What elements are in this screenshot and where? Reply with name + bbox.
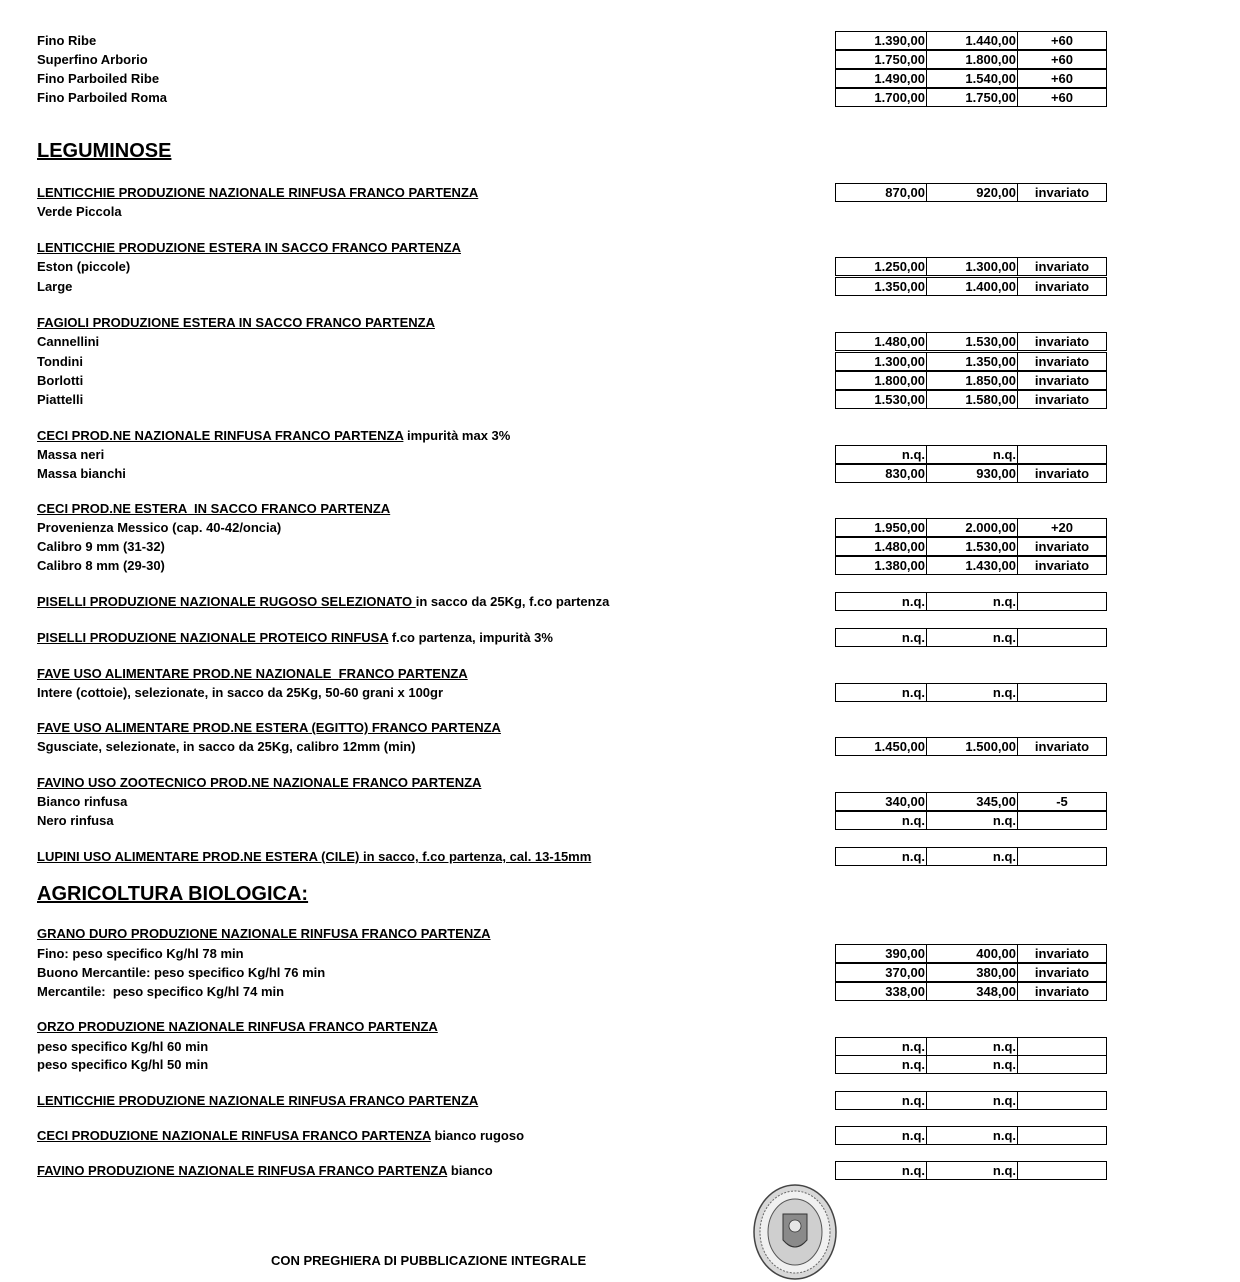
- price-max: n.q.: [927, 812, 1018, 829]
- price-max: 2.000,00: [927, 519, 1018, 536]
- price-cells: [835, 1091, 1107, 1110]
- product-label: Massa bianchi: [37, 466, 126, 481]
- price-max: 1.350,00: [927, 353, 1018, 370]
- price-cells: [835, 592, 1107, 611]
- price-row: [0, 982, 1240, 1001]
- product-label: Large: [37, 279, 73, 294]
- price-variation: [1018, 1162, 1106, 1179]
- price-row: [0, 1037, 1240, 1056]
- price-min: 1.480,00: [836, 538, 927, 555]
- price-row: [0, 1126, 1240, 1145]
- product-label: Superfino Arborio: [37, 52, 148, 67]
- heading-row: [0, 664, 1240, 683]
- price-min: n.q.: [836, 1038, 927, 1055]
- price-row: [0, 1161, 1240, 1180]
- product-label: Nero rinfusa: [37, 813, 114, 828]
- price-variation: invariato: [1034, 739, 1090, 754]
- price-cells: [835, 847, 1107, 866]
- price-max: 380,00: [927, 964, 1018, 981]
- price-row: [0, 963, 1240, 982]
- price-min: 1.700,00: [836, 89, 927, 106]
- price-min: n.q.: [836, 1162, 927, 1179]
- price-max: 1.440,00: [927, 32, 1018, 49]
- price-min: n.q.: [836, 1127, 927, 1144]
- price-variation: +60: [1050, 71, 1074, 86]
- price-cells: [835, 371, 1107, 390]
- product-label: Fino Parboiled Roma: [37, 90, 168, 105]
- product-label: Provenienza Messico (cap. 40-42/oncia): [37, 520, 282, 535]
- price-min: 338,00: [836, 983, 927, 1000]
- price-cells: [835, 982, 1107, 1001]
- official-seal-icon: [753, 1184, 837, 1280]
- product-label: Fino: peso specifico Kg/hl 78 min: [37, 946, 244, 961]
- price-row: [0, 811, 1240, 830]
- price-max: n.q.: [927, 684, 1018, 701]
- price-min: 390,00: [836, 945, 927, 962]
- heading-row: [0, 238, 1240, 257]
- price-cells: [835, 737, 1107, 756]
- price-variation: +60: [1050, 52, 1074, 67]
- price-variation: invariato: [1034, 279, 1090, 294]
- price-variation: invariato: [1034, 334, 1090, 349]
- price-cells: [835, 1037, 1107, 1056]
- price-variation: [1018, 1056, 1106, 1073]
- product-label: Borlotti: [37, 373, 84, 388]
- price-min: 370,00: [836, 964, 927, 981]
- category-note: f.co partenza, impurità 3%: [388, 630, 553, 645]
- category-heading: FAGIOLI PRODUZIONE ESTERA IN SACCO FRANCO PARTENZA: [37, 315, 435, 330]
- price-variation: [1018, 1127, 1106, 1144]
- price-row: [0, 737, 1240, 756]
- product-label: Mercantile: peso specifico Kg/hl 74 min: [37, 984, 285, 999]
- product-label: peso specifico Kg/hl 50 min: [37, 1057, 209, 1072]
- price-cells: [835, 963, 1107, 982]
- price-cells: [835, 277, 1107, 296]
- heading-row: [0, 426, 1240, 445]
- price-row: [0, 445, 1240, 464]
- price-min: 1.390,00: [836, 32, 927, 49]
- price-cells: [835, 352, 1107, 371]
- price-max: 930,00: [927, 465, 1018, 482]
- category-heading-line: [37, 628, 553, 647]
- price-max: 1.580,00: [927, 391, 1018, 408]
- price-max: 400,00: [927, 945, 1018, 962]
- price-row: [0, 628, 1240, 647]
- product-label: peso specifico Kg/hl 60 min: [37, 1039, 209, 1054]
- price-max: 1.800,00: [927, 51, 1018, 68]
- price-max: 1.530,00: [927, 538, 1018, 555]
- price-variation: invariato: [1034, 392, 1090, 407]
- price-max: 1.750,00: [927, 89, 1018, 106]
- price-variation: invariato: [1034, 558, 1090, 573]
- price-variation: +60: [1050, 33, 1074, 48]
- price-min: n.q.: [836, 629, 927, 646]
- price-cells: [835, 183, 1107, 202]
- price-row: [0, 88, 1240, 107]
- category-heading: LENTICCHIE PRODUZIONE NAZIONALE RINFUSA FRANCO PARTENZA: [37, 185, 479, 200]
- heading-row: [0, 313, 1240, 332]
- price-cells: [835, 332, 1107, 351]
- price-max: 1.850,00: [927, 372, 1018, 389]
- product-label: Fino Ribe: [37, 33, 97, 48]
- price-row: [0, 332, 1240, 351]
- price-min: 1.480,00: [836, 333, 927, 350]
- price-max: 1.500,00: [927, 738, 1018, 755]
- category-heading: LENTICCHIE PRODUZIONE NAZIONALE RINFUSA FRANCO PARTENZA: [37, 1093, 479, 1108]
- heading-row: [0, 718, 1240, 737]
- product-label: Fino Parboiled Ribe: [37, 71, 160, 86]
- category-heading: FAVINO PRODUZIONE NAZIONALE RINFUSA FRANCO PARTENZA: [37, 1163, 448, 1178]
- price-cells: [835, 88, 1107, 107]
- price-min: 1.800,00: [836, 372, 927, 389]
- price-cells: [835, 1161, 1107, 1180]
- price-max: n.q.: [927, 1038, 1018, 1055]
- product-label: Eston (piccole): [37, 259, 131, 274]
- price-max: 920,00: [927, 184, 1018, 201]
- price-max: 1.540,00: [927, 70, 1018, 87]
- price-min: 1.250,00: [836, 258, 927, 275]
- category-heading-line: [37, 1161, 493, 1180]
- price-row: [0, 277, 1240, 296]
- product-label: Bianco rinfusa: [37, 794, 128, 809]
- price-min: 1.750,00: [836, 51, 927, 68]
- price-variation: invariato: [1034, 466, 1090, 481]
- price-cells: [835, 1055, 1107, 1074]
- price-variation: invariato: [1034, 965, 1090, 980]
- price-row: [0, 537, 1240, 556]
- price-max: n.q.: [927, 1056, 1018, 1073]
- price-row: [0, 556, 1240, 575]
- category-note: bianco: [447, 1163, 493, 1178]
- category-note: impurità max 3%: [403, 428, 511, 443]
- price-cells: [835, 811, 1107, 830]
- category-heading: FAVINO USO ZOOTECNICO PROD.NE NAZIONALE FRANCO PARTENZA: [37, 775, 482, 790]
- price-variation: [1018, 1038, 1106, 1055]
- price-row: [0, 371, 1240, 390]
- price-row: [0, 847, 1240, 866]
- price-max: 345,00: [927, 793, 1018, 810]
- price-max: n.q.: [927, 629, 1018, 646]
- price-min: n.q.: [836, 446, 927, 463]
- category-note: in sacco da 25Kg, f.co partenza: [415, 594, 610, 609]
- price-variation: -5: [1056, 794, 1068, 809]
- price-min: 1.950,00: [836, 519, 927, 536]
- category-heading: FAVE USO ALIMENTARE PROD.NE NAZIONALE FRANCO PARTENZA: [37, 666, 468, 681]
- heading-row: [0, 499, 1240, 518]
- product-label: Cannellini: [37, 334, 100, 349]
- price-row: [0, 352, 1240, 371]
- heading-row: [0, 773, 1240, 792]
- product-label: Massa neri: [37, 447, 105, 462]
- price-min: n.q.: [836, 593, 927, 610]
- category-heading: CECI PROD.NE ESTERA IN SACCO FRANCO PARTENZA: [37, 501, 391, 516]
- price-cells: [835, 31, 1107, 50]
- text-row: [0, 202, 1240, 221]
- price-row: [0, 1055, 1240, 1074]
- price-min: n.q.: [836, 684, 927, 701]
- price-cells: [835, 1126, 1107, 1145]
- price-max: n.q.: [927, 1127, 1018, 1144]
- product-label: Piattelli: [37, 392, 84, 407]
- price-min: n.q.: [836, 812, 927, 829]
- heading-row: [0, 924, 1240, 943]
- price-row: [0, 792, 1240, 811]
- price-row: [0, 69, 1240, 88]
- price-min: 1.450,00: [836, 738, 927, 755]
- price-max: 1.400,00: [927, 278, 1018, 295]
- price-variation: invariato: [1034, 354, 1090, 369]
- price-variation: [1018, 629, 1106, 646]
- footer-note: CON PREGHIERA DI PUBBLICAZIONE INTEGRALE: [271, 1253, 587, 1268]
- price-min: 1.300,00: [836, 353, 927, 370]
- price-cells: [835, 50, 1107, 69]
- price-max: 1.430,00: [927, 557, 1018, 574]
- price-min: 1.490,00: [836, 70, 927, 87]
- price-max: n.q.: [927, 446, 1018, 463]
- price-row: [0, 183, 1240, 202]
- price-max: n.q.: [927, 1162, 1018, 1179]
- price-max: n.q.: [927, 848, 1018, 865]
- price-row: [0, 944, 1240, 963]
- price-max: 1.530,00: [927, 333, 1018, 350]
- price-cells: [835, 628, 1107, 647]
- price-variation: invariato: [1034, 984, 1090, 999]
- price-row: [0, 31, 1240, 50]
- price-row: [0, 464, 1240, 483]
- price-min: n.q.: [836, 1092, 927, 1109]
- price-variation: [1018, 593, 1106, 610]
- heading-row: [0, 1017, 1240, 1036]
- price-cells: [835, 792, 1107, 811]
- price-min: 1.380,00: [836, 557, 927, 574]
- price-min: 1.350,00: [836, 278, 927, 295]
- price-variation: invariato: [1034, 185, 1090, 200]
- price-min: n.q.: [836, 848, 927, 865]
- price-variation: [1018, 684, 1106, 701]
- price-min: 830,00: [836, 465, 927, 482]
- product-label: Buono Mercantile: peso specifico Kg/hl 76 min: [37, 965, 326, 980]
- price-variation: [1018, 446, 1106, 463]
- price-max: 348,00: [927, 983, 1018, 1000]
- category-heading-line: [37, 426, 510, 445]
- category-heading: CECI PROD.NE NAZIONALE RINFUSA FRANCO PARTENZA: [37, 428, 404, 443]
- price-cells: [835, 69, 1107, 88]
- price-variation: [1018, 812, 1106, 829]
- price-max: n.q.: [927, 593, 1018, 610]
- category-heading: GRANO DURO PRODUZIONE NAZIONALE RINFUSA FRANCO PARTENZA: [37, 926, 491, 941]
- price-cells: [835, 390, 1107, 409]
- price-variation: [1018, 1092, 1106, 1109]
- price-row: [0, 50, 1240, 69]
- product-label: Calibro 9 mm (31-32): [37, 539, 165, 554]
- price-row: [0, 390, 1240, 409]
- price-row: [0, 257, 1240, 276]
- category-heading: LUPINI USO ALIMENTARE PROD.NE ESTERA (CILE) in sacco, f.co partenza, cal. 13-15mm: [37, 849, 592, 864]
- product-label: Verde Piccola: [37, 204, 122, 219]
- price-min: 340,00: [836, 793, 927, 810]
- product-label: Intere (cottoie), selezionate, in sacco da 25Kg, 50-60 grani x 100gr: [37, 685, 444, 700]
- category-heading-line: [37, 1126, 524, 1145]
- category-heading: ORZO PRODUZIONE NAZIONALE RINFUSA FRANCO PARTENZA: [37, 1019, 438, 1034]
- price-row: [0, 518, 1240, 537]
- price-cells: [835, 537, 1107, 556]
- price-variation: invariato: [1034, 373, 1090, 388]
- price-row: [0, 1091, 1240, 1110]
- price-variation: invariato: [1034, 259, 1090, 274]
- price-max: 1.300,00: [927, 258, 1018, 275]
- price-variation: +20: [1050, 520, 1074, 535]
- category-heading: FAVE USO ALIMENTARE PROD.NE ESTERA (EGITTO) FRANCO PARTENZA: [37, 720, 501, 735]
- price-cells: [835, 944, 1107, 963]
- price-variation: +60: [1050, 90, 1074, 105]
- category-heading: CECI PRODUZIONE NAZIONALE RINFUSA FRANCO PARTENZA: [37, 1128, 431, 1143]
- price-max: n.q.: [927, 1092, 1018, 1109]
- product-label: Sgusciate, selezionate, in sacco da 25Kg, calibro 12mm (min): [37, 739, 416, 754]
- section-title-leguminose: LEGUMINOSE: [37, 140, 172, 162]
- price-cells: [835, 445, 1107, 464]
- price-min: n.q.: [836, 1056, 927, 1073]
- price-cells: [835, 518, 1107, 537]
- category-heading-line: [37, 592, 609, 611]
- price-cells: [835, 683, 1107, 702]
- price-min: 1.530,00: [836, 391, 927, 408]
- price-row: [0, 683, 1240, 702]
- price-min: 870,00: [836, 184, 927, 201]
- price-cells: [835, 257, 1107, 276]
- price-cells: [835, 556, 1107, 575]
- category-note: bianco rugoso: [430, 1128, 525, 1143]
- product-label: Calibro 8 mm (29-30): [37, 558, 165, 573]
- category-heading: LENTICCHIE PRODUZIONE ESTERA IN SACCO FRANCO PARTENZA: [37, 240, 461, 255]
- price-variation: invariato: [1034, 946, 1090, 961]
- section-title-bio: AGRICOLTURA BIOLOGICA:: [37, 883, 309, 905]
- price-cells: [835, 464, 1107, 483]
- category-heading: PISELLI PRODUZIONE NAZIONALE RUGOSO SELEZIONATO: [37, 594, 416, 609]
- product-label: Tondini: [37, 354, 83, 369]
- price-variation: [1018, 848, 1106, 865]
- price-row: [0, 592, 1240, 611]
- category-heading: PISELLI PRODUZIONE NAZIONALE PROTEICO RINFUSA: [37, 630, 389, 645]
- price-variation: invariato: [1034, 539, 1090, 554]
